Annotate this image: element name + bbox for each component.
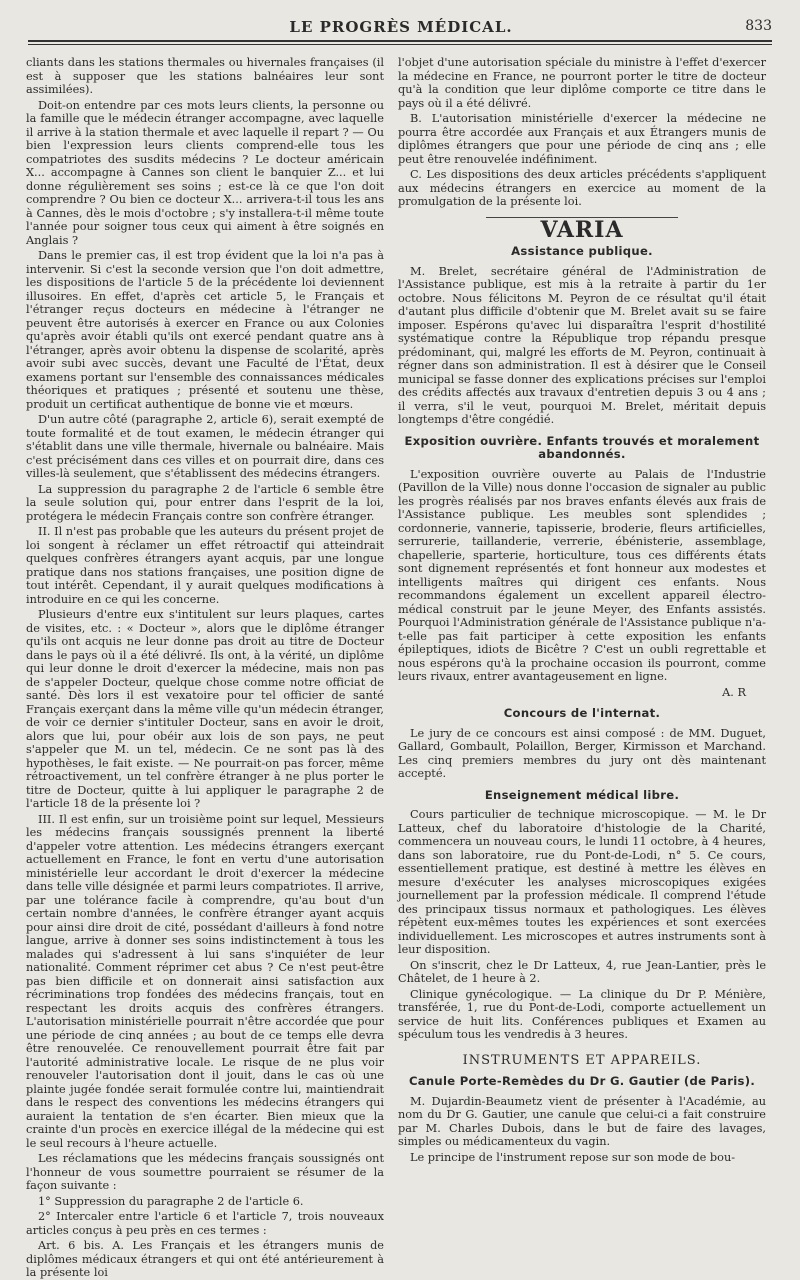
signature: A. R: [722, 685, 746, 699]
header-rule: [28, 40, 772, 42]
paragraph: l'objet d'une autorisation spéciale du ministre à l'effet d'exercer la médecine en France, ne pourront porter le titre de docteur qu'à la condition que leur diplôme comporte ce titre dans le pays où il a été délivré.: [398, 56, 766, 110]
paragraph: Plusieurs d'entre eux s'intitulent sur leurs plaques, cartes de visites, etc. : « Docteur », alors que le diplôme étranger qu'ils ont acquis ne leur donne pas droit au titre de Docteur dans le pays où il a été délivré. Ils ont, à la vérité, un diplôme qui leur donne le droit d'exercer la médecine, mais non pas de s'appeler Docteur, quelque chose comme notre officiat de santé. Dès lors il est vexatoire pour tel officier de santé Français exerçant dans la même ville qu'un médecin étranger, de voir ce dernier s'intituler Docteur, sans en avoir le droit, alors que lui, pour obéir aux lois de son pays, ne peut s'appeler que M. un tel, médecin. Ce ne sont pas là des hypothèses, le fait existe. — Ne pourrait-on pas forcer, même rétroactivement, un tel confrère étranger à ne plus porter le titre de Docteur, quitte à lui appliquer le paragraphe 2 de l'article 18 de la présente loi ?: [26, 608, 384, 810]
paragraph: Dans le premier cas, il est trop évident que la loi n'a pas à intervenir. Si c'est la seconde version que l'on doit admettre, les dispositions de l'article 5 de la précédente loi deviennent illusoires. En effet, d'après cet article 5, le Français et l'étranger reçus docteurs en médecine à l'étranger ne peuvent être autorisés à exercer en France ou aux Colonies qu'après avoir établi qu'ils ont exercé pendant quatre ans à l'étranger, après avoir obtenu la dispense de scolarité, après avoir subi avec succès, devant une Faculté de l'État, deux examens portant sur l'ensemble des connaissances médicales théoriques et pratiques ; présenté et soutenu une thèse, produit un certificat authentique de bonne vie et mœurs.: [26, 249, 384, 411]
section-heading: INSTRUMENTS ET APPAREILS.: [462, 1052, 702, 1068]
paragraph: Le principe de l'instrument repose sur son mode de bou-: [410, 1150, 736, 1164]
article-heading: Assistance publique.: [511, 244, 653, 258]
left-column: [26, 56, 384, 1279]
paragraph: Cours particulier de technique microscopique. — M. le Dr Latteux, chef du laboratoire d'histologie de la Charité, commencera un nouveau cours, le lundi 11 octobre, à 4 heures, dans son laboratoire, rue du Pont-de-Lodi, n° 5. Ce cours, essentiellement pratique, est destiné à mettre les élèves en mesure d'exécuter les analyses microscopiques exigées journellement par la profession médicale. Il comprend l'étude des principaux tissus normaux et pathologiques. Les élèves répètent eux-mêmes toutes les expériences et sont exercées individuellement. Les microscopes et autres instruments sont à leur disposition.: [398, 808, 766, 956]
paragraph: cliants dans les stations thermales ou hivernales françaises (il est à supposer que les stations balnéaires leur sont assimilées).: [26, 56, 384, 96]
paragraph: Clinique gynécologique. — La clinique du Dr P. Ménière, transférée, 1, rue du Pont-de-Lodi, comporte actuellement un service de huit lits. Conférences publiques et Examen au spéculum tous les vendredis à 3 heures.: [398, 987, 766, 1041]
paragraph: III. Il est enfin, sur un troisième point sur lequel, Messieurs les médecins français soussignés prennent la liberté d'appeler votre attention. Les médecins étrangers exerçant actuellement en France, le font en vertu d'une autorisation ministérielle leur accordant le droit d'exercer la médecine dans telle ville désignée et parmi leurs compatriotes. Il arrive, par une tolérance facile à comprendre, qu'au bout d'un certain nombre d'années, le confrère étranger ayant acquis pour ainsi dire droit de cité, possédant d'ailleurs à fond notre langue, arrive à donner ses soins indistinctement à tous les malades qui s'adressent à lui sans s'inquiéter de leur nationalité. Comment réprimer cet abus ? Ce n'est peut-être pas bien difficile et on donnerait ainsi satisfaction aux récriminations trop fondées des médecins français, tout en respectant les droits acquis des confrères étrangers. L'autorisation ministérielle pourrait n'être accordée que pour une période de cinq années ; au bout de ce temps elle devra être renouvelée. Ce renouvellement pourrait être fait par l'autorité administrative locale. Le risque de ne plus voir renouveler l'autorisation dont il jouit, dans le cas où une plainte jugée fondée serait formulée contre lui, maintiendrait dans le respect des conventions les médecins étrangers qui auraient la tentation de s'en écarter. Bien mieux que la crainte d'un procès en exercice illégal de la médecine qui est le seul recours à l'heure actuelle.: [26, 812, 384, 1150]
paragraph: D'un autre côté (paragraphe 2, article 6), serait exempté de toute formalité et de tout examen, le médecin étranger qui s'établit dans une ville thermale, hivernale ou balnéaire. Mais c'est précisément dans ces villes et on pourrait dire, dans ces villes-là seulement, que s'établissent des médecins étrangers.: [26, 413, 384, 480]
header-rule-thin: [28, 44, 772, 45]
paragraph: M. Brelet, secrétaire général de l'Administration de l'Assistance publique, est mis à la retraite à partir du 1er octobre. Nous félicitons M. Peyron de ce résultat qu'il était d'autant plus difficile d'obtenir que M. Brelet avait su se faire imposer. Espérons qu'avec lui disparaîtra l'esprit d'hostilité systématique contre la République trop répandu presque prédominant, qui, malgré les efforts de M. Peyron, continuait à régner dans son administration. Il est à désirer que le Conseil municipal se fasse donner des explications précises sur l'emploi des crédits affectés aux travaux d'entretien depuis 3 ou 4 ans ; il verra, s'il le veut, pourquoi M. Brelet, méritait depuis longtemps d'être congédié.: [398, 264, 766, 426]
article-heading: Enseignement médical libre.: [484, 787, 680, 802]
paragraph: Art. 6 bis. A. Les Français et les étrangers munis de diplômes médicaux étrangers et qui ont été antérieurement à la présente loi: [26, 1239, 384, 1279]
paragraph: La suppression du paragraphe 2 de l'article 6 semble être la seule solution qui, pour entrer dans l'esprit de la loi, protégera le médecin Français contre son confrère étranger.: [26, 482, 384, 523]
paragraph: Les réclamations que les médecins français soussignés ont l'honneur de vous soumettre pourraient se résumer de la façon suivante :: [26, 1152, 384, 1192]
section-title: VARIA: [540, 216, 624, 243]
paragraph: II. Il n'est pas probable que les auteurs du présent projet de loi songent à réclamer un effet rétroactif qui atteindrait quelques confrères étrangers ayant acquis, par une longue pratique dans nos stations françaises, une position digne de tout intérêt. Cependant, il y aurait quelques modifications à introduire en ce qui les concerne.: [26, 525, 384, 606]
page-number: 833: [745, 18, 772, 34]
article-heading: Concours de l'internat.: [503, 706, 661, 720]
article-heading: Exposition ouvrière. Enfants trouvés et moralement abandonnés.: [404, 433, 760, 461]
paragraph: 2° Intercaler entre l'article 6 et l'article 7, trois nouveaux articles conçus à peu près en ces termes :: [26, 1210, 384, 1237]
paragraph: M. Dujardin-Beaumetz vient de présenter à l'Académie, au nom du Dr G. Gautier, une canule que celui-ci a fait construire par M. Charles Dubois, dans le but de faire des lavages, simples ou médicamenteux du vagin.: [398, 1094, 766, 1148]
paragraph: 1° Suppression du paragraphe 2 de l'article 6.: [38, 1194, 304, 1208]
paragraph: B. L'autorisation ministérielle d'exercer la médecine ne pourra être accordée aux Français et aux Étrangers munis de diplômes étrangers que pour une période de cinq ans ; elle peut être renouvelée indéfiniment.: [398, 112, 766, 166]
paragraph: On s'inscrit, chez le Dr Latteux, 4, rue Jean-Lantier, près le Châtelet, de 1 heure à 2.: [398, 958, 766, 985]
journal-title: LE PROGRÈS MÉDICAL.: [289, 18, 513, 36]
paragraph: C. Les dispositions des deux articles précédents s'appliquent aux médecins étrangers en exercice au moment de la promulgation de la présente loi.: [398, 168, 766, 208]
paragraph: Le jury de ce concours est ainsi composé : de MM. Duguet, Gallard, Gombault, Polaillon, Berger, Kirmisson et Marchand. Les cinq premiers membres du jury ont dès maintenant accepté.: [398, 726, 766, 780]
running-head: [30, 18, 772, 40]
article-heading: Canule Porte-Remèdes du Dr G. Gautier (de Paris).: [408, 1074, 756, 1088]
paragraph: Doit-on entendre par ces mots leurs clients, la personne ou la famille que le médecin étranger accompagne, avec laquelle il arrive à la station thermale et avec laquelle il repart ? — Ou bien l'expression leurs clients comprend-elle tous les compatriotes des susdits médecins ? Le docteur américain X... accompagne à Cannes son client le banquier Z... et lui donne régulièrement ses soins ; est-ce là ce que l'on doit comprendre ? Ou bien ce docteur X... arrivera-t-il tous les ans à Cannes, dès le mois d'octobre ; s'y installera-t-il même toute l'année pour soigner tous ceux qui aiment à être soignés en Anglais ?: [26, 98, 384, 247]
right-column: [398, 56, 766, 1164]
paragraph: L'exposition ouvrière ouverte au Palais de l'Industrie (Pavillon de la Ville) nous donne l'occasion de signaler au public les progrès réalisés par nos braves enfants élevés aux frais de l'Assistance publique. Les meubles sont splendides ; cordonnerie, vannerie, tapisserie, broderie, fleurs artificielles, serrurerie, taillanderie, verrerie, ébénisterie, assemblage, chapellerie, sparterie, horticulture, tous ces différents états sont dignement représentés et font honneur aux modestes et intelligents maîtres qui dirigent ces enfants. Nous recommandons également un excellent appareil électro-médical construit par le jeune Meyer, des Enfants assistés. Pourquoi l'Administration générale de l'Assistance publique n'a-t-elle pas fait participer à cette exposition les enfants épileptiques, idiots de Bicêtre ? C'est un oubli regrettable et nous espérons qu'à la prochaine occasion ils pourront, comme leurs rivaux, entrer avantageusement en ligne.: [398, 467, 766, 683]
